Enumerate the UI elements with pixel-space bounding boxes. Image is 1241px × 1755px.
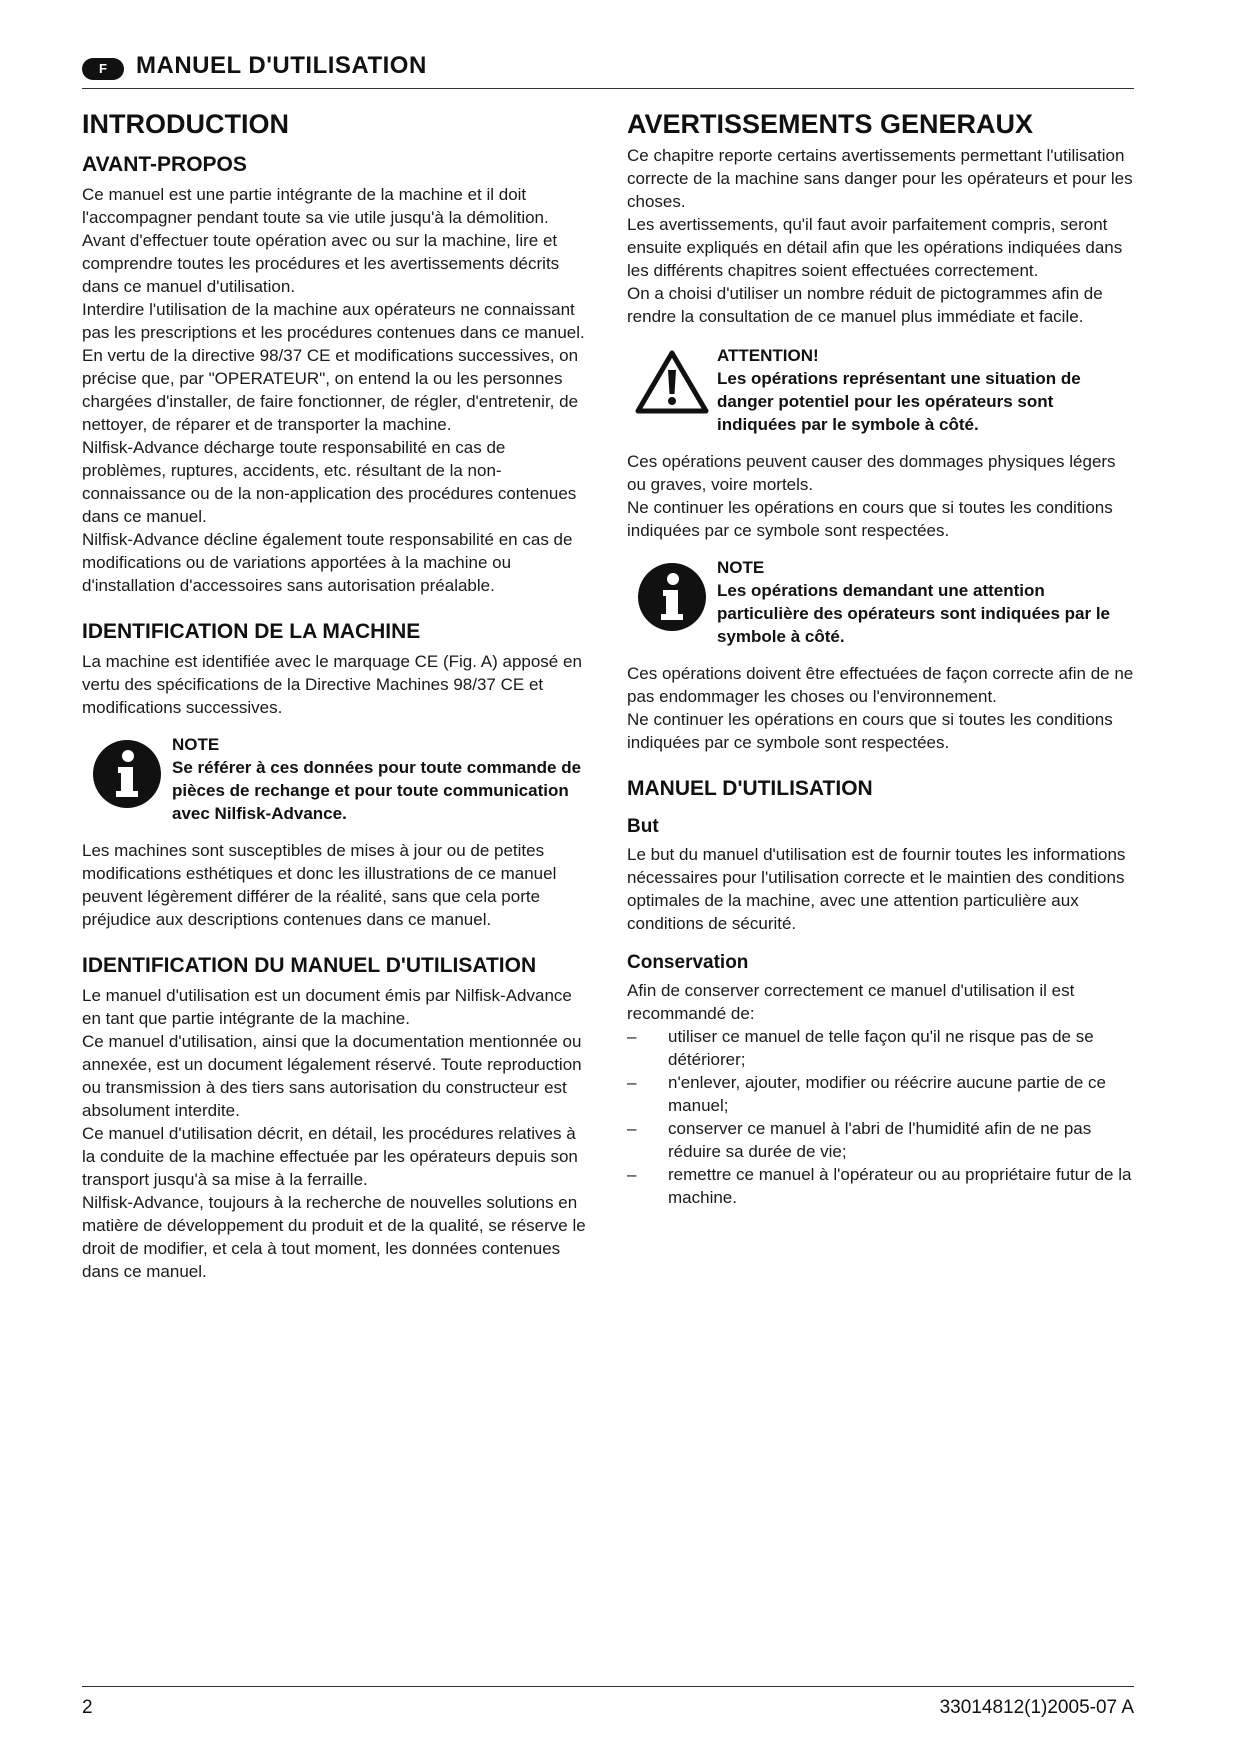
info-icon <box>82 733 172 809</box>
left-column <box>82 108 592 1283</box>
attention-text: Les opérations représentant une situation de danger potentiel pour les opérateurs sont indiquées par le symbole à côté. <box>717 369 1081 434</box>
but-text: Le but du manuel d'utilisation est de fournir toutes les informations nécessaires pour l'utilisation correcte et le maintien des conditions optimales de la machine, avec une attention particulière aux conditions de sécurité. <box>627 845 1126 933</box>
identification-manuel-heading: IDENTIFICATION DU MANUEL D'UTILISATION <box>82 954 537 977</box>
note-text: Se référer à ces données pour toute commande de pièces de rechange et pour toute communication avec Nilfisk-Advance. <box>172 758 582 823</box>
note-title: NOTE <box>172 735 220 754</box>
list-item: – remettre ce manuel à l'opérateur ou au propriétaire futur de la machine. <box>627 1165 1132 1207</box>
avertissements-text: Ce chapitre reporte certains avertissements permettant l'utilisation correcte de la machine sans danger pour les opérateurs et pour les choses. Les avertissements, qu'il faut avoir parfaitement compris, seront ensuite expliqués en détail afin que les opérations indiquées dans les différents chapitres soient effectuées correctement. On a choisi d'utiliser un nombre réduit de pictogrammes afin de rendre la consultation de ce manuel plus immédiate et facile. <box>627 146 1133 326</box>
conservation-heading: Conservation <box>627 952 749 973</box>
avant-propos-heading: AVANT-PROPOS <box>82 153 247 176</box>
conservation-text: Afin de conserver correctement ce manuel d'utilisation il est recommandé de: <box>627 981 1075 1023</box>
document-reference: 33014812(1)2005-07 A <box>939 1697 1134 1718</box>
but-heading: But <box>627 816 659 837</box>
updates-text: Les machines sont susceptibles de mises à jour ou de petites modifications esthétiques et donc les illustrations de ce manuel peuvent légèrement différer de la réalité, sans que cela porte préjudice aux descriptions contenues dans ce manuel. <box>82 841 557 929</box>
identification-machine-text: La machine est identifiée avec le marquage CE (Fig. A) apposé en vertu des spécifications de la Directive Machines 98/37 CE et modifications successives. <box>82 652 582 717</box>
list-item: – conserver ce manuel à l'abri de l'humidité afin de ne pas réduire sa durée de vie; <box>627 1119 1092 1161</box>
info-icon <box>627 556 717 632</box>
note-title: NOTE <box>717 558 765 577</box>
list-item: – n'enlever, ajouter, modifier ou réécrire aucune partie de ce manuel; <box>627 1073 1106 1115</box>
language-badge: F <box>82 58 124 80</box>
conservation-list <box>627 1025 1134 1209</box>
page-header <box>82 50 1134 89</box>
list-item: – utiliser ce manuel de telle façon qu'il ne risque pas de se détériorer; <box>627 1027 1094 1069</box>
after-note-text: Ces opérations doivent être effectuées de façon correcte afin de ne pas endommager les choses ou l'environnement. Ne continuer les opérations en cours que si toutes les conditions indiquées par ce symbole sont respectées. <box>627 664 1134 752</box>
attention-callout <box>627 344 1134 436</box>
note-callout <box>82 733 592 825</box>
note-callout-right <box>627 556 1134 648</box>
page-number: 2 <box>82 1697 93 1718</box>
after-attention-text: Ces opérations peuvent causer des dommages physiques légers ou graves, voire mortels. Ne continuer les opérations en cours que si toutes les conditions indiquées par ce symbole sont respectées. <box>627 452 1116 540</box>
avertissements-heading: AVERTISSEMENTS GENERAUX <box>627 109 1034 139</box>
manuel-heading: MANUEL D'UTILISATION <box>627 777 873 800</box>
warning-icon <box>627 344 717 414</box>
page-footer <box>82 1686 1134 1718</box>
right-column <box>627 108 1134 1209</box>
attention-title: ATTENTION! <box>717 346 819 365</box>
note-text: Les opérations demandant une attention particulière des opérateurs sont indiquées par le symbole à côté. <box>717 581 1111 646</box>
avant-propos-text: Ce manuel est une partie intégrante de la machine et il doit l'accompagner pendant toute sa vie utile jusqu'à la démolition. Avant d'effectuer toute opération avec ou sur la machine, lire et comprendre toutes les procédures et les avertissements décrits dans ce manuel d'utilisation. Interdire l'utilisation de la machine aux opérateurs ne connaissant pas les prescriptions et les procédures contenues dans ce manuel. En vertu de la directive 98/37 CE et modifications successives, on précise que, par "OPERATEUR", on entend la ou les personnes chargées d'installer, de faire fonctionner, de régler, d'entretenir, de nettoyer, de réparer et de transporter la machine. Nilfisk-Advance décharge toute responsabilité en cas de problèmes, ruptures, accidents, etc. résultant de la non-connaissance ou de la non-application des procédures contenues dans ce manuel. Nilfisk-Advance décline également toute responsabilité en cas de modifications ou de variations apportées à la machine ou d'installation d'accessoires sans autorisation préalable. <box>82 185 585 595</box>
identification-machine-heading: IDENTIFICATION DE LA MACHINE <box>82 620 421 643</box>
identification-manuel-text: Le manuel d'utilisation est un document émis par Nilfisk-Advance en tant que partie intégrante de la machine. Ce manuel d'utilisation, ainsi que la documentation mentionnée ou annexée, est un document légalement réservé. Toute reproduction ou transmission à des tiers sans autorisation du constructeur est absolument interdite. Ce manuel d'utilisation décrit, en détail, les procédures relatives à la conduite de la machine effectuée par les opérateurs depuis son transport jusqu'à sa mise à la ferraille. Nilfisk-Advance, toujours à la recherche de nouvelles solutions en matière de développement du produit et de la qualité, se réserve le droit de modifier, et cela à tout moment, les données contenues dans ce manuel. <box>82 986 586 1281</box>
header-title: MANUEL D'UTILISATION <box>136 52 427 79</box>
introduction-heading: INTRODUCTION <box>82 109 289 139</box>
